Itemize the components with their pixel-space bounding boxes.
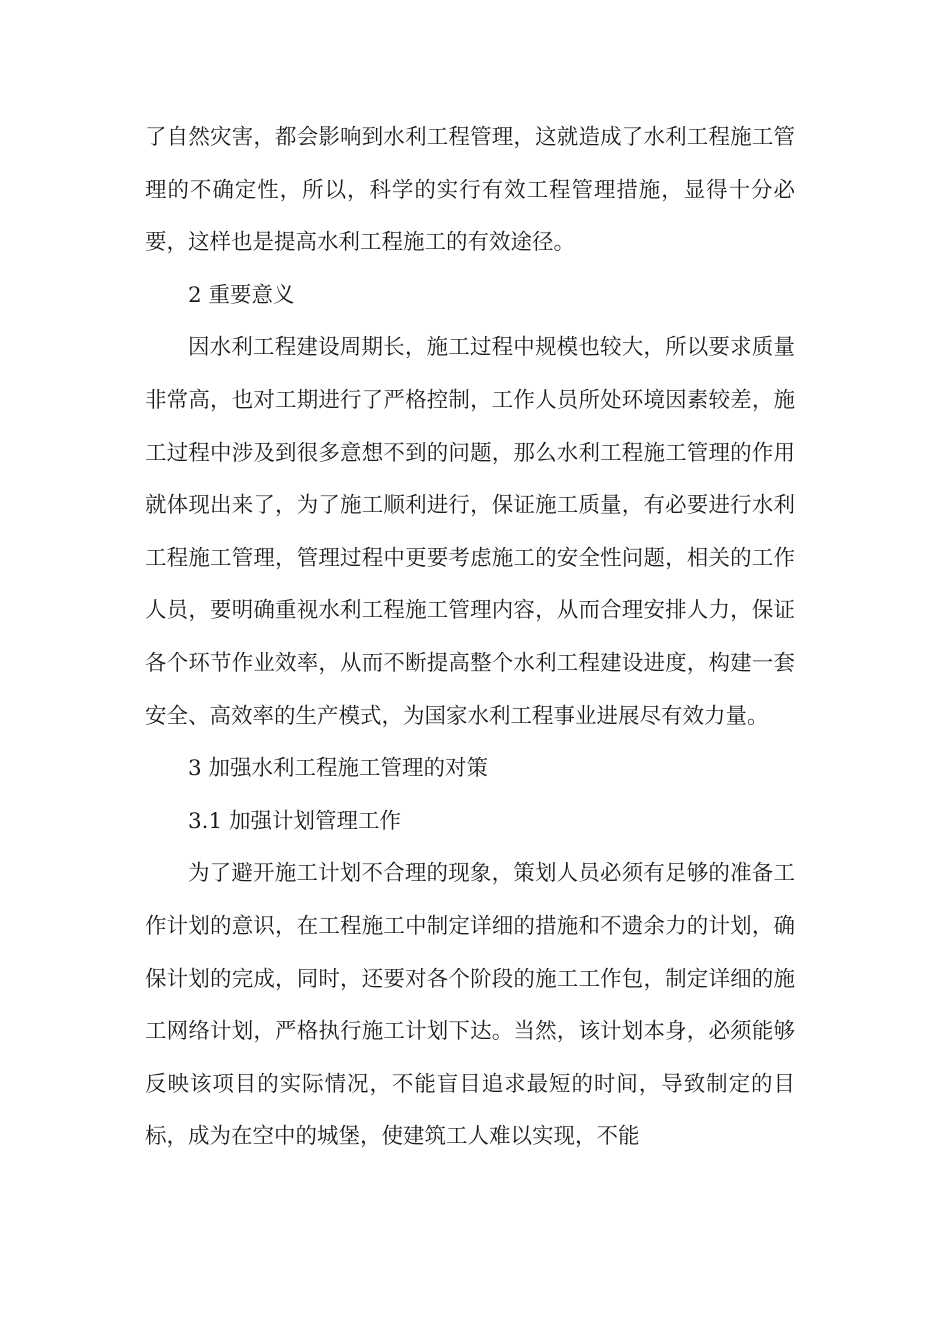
subsection-heading-3-1: 3.1 加强计划管理工作 [188, 808, 402, 834]
paragraph-significance: 因水利工程建设周期长，施工过程中规模也较大，所以要求质量非常高，也对工期进行了严格控制，工作人员所处环境因素较差，施工过程中涉及到很多意想不到的问题，那么水利工程施工管理的作用就体现出来了，为了施工顺利进行，保证施工质量，有必要进行水利工程施工管理，管理过程中更要考虑施工的安全性问题，相关的工作人员，要明确重视水利工程施工管理内容，从而合理安排人力，保证各个环节作业效率，从而不断提高整个水利工程建设进度，构建一套安全、高效率的生产模式，为国家水利工程事业进展尽有效力量。 [145, 335, 795, 729]
section-heading-3: 3 加强水利工程施工管理的对策 [188, 756, 489, 782]
section-heading-2: 2 重要意义 [188, 282, 295, 308]
paragraph-continuation: 了自然灾害，都会影响到水利工程管理，这就造成了水利工程施工管理的不确定性，所以，科学的实行有效工程管理措施，显得十分必要，这样也是提高水利工程施工的有效途径。 [145, 125, 795, 256]
document-body [145, 112, 795, 1164]
paragraph-planning: 为了避开施工计划不合理的现象，策划人员必须有足够的准备工作计划的意识，在工程施工中制定详细的措施和不遗余力的计划，确保计划的完成，同时，还要对各个阶段的施工工作包，制定详细的施工网络计划，严格执行施工计划下达。当然，该计划本身，必须能够反映该项目的实际情况，不能盲目追求最短的时间，导致制定的目标，成为在空中的城堡，使建筑工人难以实现，不能 [145, 861, 795, 1150]
